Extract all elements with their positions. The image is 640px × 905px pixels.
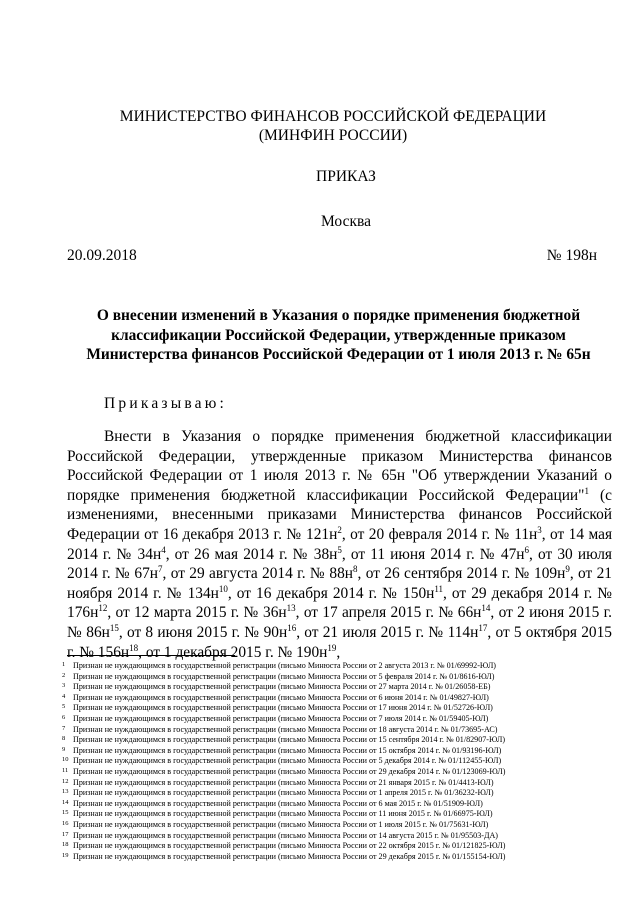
footnote-ref[interactable]: 4 xyxy=(161,544,166,555)
footnote-text: Признан не нуждающимся в государственной регистрации (письмо Минюста России от 5 декабря 2014 г. № 01/112455-ЮЛ) xyxy=(73,756,502,766)
paragraph-segment: , от 29 декабря 2014 г. № 176н xyxy=(67,584,612,622)
footnote-text: Признан не нуждающимся в государственной регистрации (письмо Минюста России от 5 февраля 2014 г. № 01/8616-ЮЛ) xyxy=(73,671,495,681)
footnote-ref[interactable]: 2 xyxy=(337,524,342,535)
paragraph-segment: , от 29 августа 2014 г. № 88н xyxy=(162,565,354,583)
ministry-header xyxy=(0,107,640,145)
city: Москва xyxy=(321,213,371,230)
paragraph-segment: , xyxy=(336,643,341,661)
footnote-ref[interactable]: 3 xyxy=(537,524,542,535)
footnote-item xyxy=(62,852,622,863)
footnote-text: Признан не нуждающимся в государственной регистрации (письмо Минюста России от 21 января 2015 г. № 01/4413-ЮЛ) xyxy=(73,777,494,787)
footnote-number: 17 xyxy=(62,830,69,838)
footnote-text: Признан не нуждающимся в государственной регистрации (письмо Минюста России от 7 июля 2014 г. № 01/59405-ЮЛ) xyxy=(73,713,489,723)
footnote-number: 1 xyxy=(62,661,66,668)
order-date: 20.09.2018 xyxy=(67,247,137,264)
footnote-number: 10 xyxy=(62,756,69,764)
subject-line: О внесении изменений в Указания о порядке применения бюджетной xyxy=(96,307,581,324)
footnote-text: Признан не нуждающимся в государственной регистрации (письмо Минюста России от 6 июня 2014 г. № 01/49827-ЮЛ) xyxy=(73,692,489,702)
footnote-number: 3 xyxy=(62,682,66,690)
footnote-number: 6 xyxy=(62,713,66,721)
footnote-item xyxy=(62,703,622,714)
footnote-number: 9 xyxy=(62,745,66,753)
footnote-ref[interactable]: 16 xyxy=(287,622,297,633)
footnote-item xyxy=(62,799,622,810)
footnote-text: Признан не нуждающимся в государственной регистрации (письмо Минюста России от 29 декабря 2014 г. № 01/123069-ЮЛ) xyxy=(73,766,506,776)
footnote-ref[interactable]: 18 xyxy=(129,642,139,653)
footnote-item xyxy=(62,778,622,789)
footnote-ref[interactable]: 6 xyxy=(524,544,530,555)
paragraph-segment: , от 30 июля 2014 г. № 67н xyxy=(67,545,612,583)
footnote-item xyxy=(62,841,622,852)
footnote-item xyxy=(62,809,622,820)
footnote-number: 18 xyxy=(62,841,69,849)
footnote-number: 8 xyxy=(62,735,66,743)
subject-line: классификации Российской Федерации, утвержденные приказом xyxy=(111,326,566,344)
paragraph-segment: , от 1 декабря 2015 г. № 190н xyxy=(138,643,328,661)
footnote-item xyxy=(62,672,622,683)
ministry-name: МИНИСТЕРСТВО ФИНАНСОВ РОССИЙСКОЙ ФЕДЕРАЦИИ xyxy=(119,108,547,125)
paragraph-segment: , от 20 февраля 2014 г. № 11н xyxy=(341,525,538,543)
footnote-number: 11 xyxy=(62,766,69,774)
footnote-text: Признан не нуждающимся в государственной регистрации (письмо Минюста России от 27 марта 2014 г. № 01/26058-ЕБ) xyxy=(73,682,491,692)
order-number: № 198н xyxy=(546,247,597,264)
paragraph-content xyxy=(67,428,612,661)
paragraph-segment: Внести в Указания о порядке применения бюджетной классификации Российской Федерации, утвержденные приказом Министерства финансов Российской Федерации от 1 июля 2013 г. № 65н "Об утверждении Указаний о порядке применения бюджетной классификации Российской Федерации" xyxy=(67,428,612,504)
paragraph-segment: , от 5 октября 2015 г. № 156н xyxy=(67,623,612,661)
order-subject xyxy=(67,306,610,365)
footnote-ref[interactable]: 13 xyxy=(286,603,296,614)
footnote-text: Признан не нуждающимся в государственной регистрации (письмо Минюста России от 11 июня 2015 г. № 01/66975-ЮЛ) xyxy=(73,809,493,819)
footnote-item xyxy=(62,767,622,778)
footnote-text: Признан не нуждающимся в государственной регистрации (письмо Минюста России от 14 августа 2015 г. № 01/95503-ДА) xyxy=(73,830,499,840)
footnote-ref[interactable]: 15 xyxy=(109,622,119,633)
footnote-item xyxy=(62,746,622,757)
order-title: ПРИКАЗ xyxy=(316,168,376,185)
footnote-text: Признан не нуждающимся в государственной регистрации (письмо Минюста России от 17 июня 2014 г. № 01/52726-ЮЛ) xyxy=(73,703,493,713)
paragraph-segment: , от 17 апреля 2015 г. № 66н xyxy=(295,604,482,622)
paragraph-segment: , от 12 марта 2015 г. № 36н xyxy=(107,604,287,622)
paragraph-segment: , от 26 мая 2014 г. № 38н xyxy=(165,545,338,563)
footnote-separator xyxy=(67,655,235,656)
body-paragraph xyxy=(67,427,612,662)
footnote-ref[interactable]: 1 xyxy=(584,485,589,496)
paragraph-segment: , от 11 июня 2014 г. № 47н xyxy=(341,545,525,563)
footnote-item xyxy=(62,788,622,799)
footnotes-list xyxy=(62,661,622,862)
footnote-text: Признан не нуждающимся в государственной регистрации (письмо Минюста России от 1 июля 2015 г. № 01/75631-ЮЛ) xyxy=(73,819,489,829)
footnote-number: 4 xyxy=(62,692,66,700)
ministry-short-name: (МИНФИН РОССИИ) xyxy=(258,127,408,144)
footnote-item xyxy=(62,693,622,704)
footnote-item xyxy=(62,661,622,672)
footnote-text: Признан не нуждающимся в государственной регистрации (письмо Минюста России от 2 августа 2013 г. № 01/69992-ЮЛ) xyxy=(73,661,496,670)
footnote-ref[interactable]: 9 xyxy=(565,564,570,575)
footnote-item xyxy=(62,735,622,746)
footnote-number: 19 xyxy=(62,851,69,859)
footnote-ref[interactable]: 10 xyxy=(218,583,228,594)
footnote-item xyxy=(62,820,622,831)
footnote-ref[interactable]: 7 xyxy=(158,564,163,575)
footnote-number: 14 xyxy=(62,798,69,806)
footnote-text: Признан не нуждающимся в государственной регистрации (письмо Минюста России от 15 октября 2014 г. № 01/93196-ЮЛ) xyxy=(73,745,502,755)
footnote-text: Признан не нуждающимся в государственной регистрации (письмо Минюста России от 22 октября 2015 г. № 01/121825-ЮЛ) xyxy=(73,841,506,851)
footnote-text: Признан не нуждающимся в государственной регистрации (письмо Минюста России от 1 апреля 2015 г. № 01/36232-ЮЛ) xyxy=(73,788,494,798)
footnote-ref[interactable]: 12 xyxy=(98,603,108,614)
footnote-item xyxy=(62,756,622,767)
footnote-number: 15 xyxy=(62,809,69,817)
paragraph-segment: , от 8 июня 2015 г. № 90н xyxy=(118,623,288,641)
subject-line: Министерства финансов Российской Федерации от 1 июля 2013 г. № 65н xyxy=(86,346,591,363)
paragraph-segment: , от 21 ноября 2014 г. № 134н xyxy=(67,565,613,602)
footnote-text: Признан не нуждающимся в государственной регистрации (письмо Минюста России от 29 декабря 2015 г. № 01/155154-ЮЛ) xyxy=(73,851,506,861)
footnote-item xyxy=(62,682,622,693)
footnote-number: 2 xyxy=(62,671,66,679)
footnote-number: 16 xyxy=(62,819,69,827)
footnote-number: 12 xyxy=(62,777,69,785)
paragraph-segment: , от 2 июня 2015 г. № 86н xyxy=(67,604,612,641)
paragraph-segment: , от 14 мая 2014 г. № 34н xyxy=(67,525,613,563)
footnote-item xyxy=(62,831,622,842)
footnote-text: Признан не нуждающимся в государственной регистрации (письмо Минюста России от 18 августа 2014 г. № 01/73695-АС) xyxy=(73,724,498,734)
footnote-ref[interactable]: 14 xyxy=(481,603,491,614)
footnote-text: Признан не нуждающимся в государственной регистрации (письмо Минюста России от 6 мая 2015 г. № 01/51909-ЮЛ) xyxy=(73,798,483,808)
paragraph-segment: (с изменениями, внесенными приказами Министерства финансов Российской Федерации от 16 декабря 2013 г. № 121н xyxy=(67,486,612,543)
footnote-number: 7 xyxy=(62,724,66,732)
footnote-ref[interactable]: 11 xyxy=(434,583,444,594)
paragraph-segment: , от 16 декабря 2014 г. № 150н xyxy=(227,584,435,602)
footnote-number: 13 xyxy=(62,788,69,796)
footnote-number: 5 xyxy=(62,703,66,711)
paragraph-segment: , от 26 сентября 2014 г. № 109н xyxy=(357,565,566,583)
orders-word: Приказываю: xyxy=(104,395,228,412)
footnote-ref[interactable]: 17 xyxy=(478,622,488,633)
paragraph-segment: , от 21 июля 2015 г. № 114н xyxy=(296,623,479,641)
footnote-ref[interactable]: 5 xyxy=(337,544,342,555)
footnote-ref[interactable]: 8 xyxy=(353,564,358,575)
footnote-item xyxy=(62,725,622,736)
footnote-text: Признан не нуждающимся в государственной регистрации (письмо Минюста России от 15 сентября 2014 г. № 01/82907-ЮЛ) xyxy=(73,735,506,745)
footnote-item xyxy=(62,714,622,725)
footnote-ref[interactable]: 19 xyxy=(327,642,337,653)
